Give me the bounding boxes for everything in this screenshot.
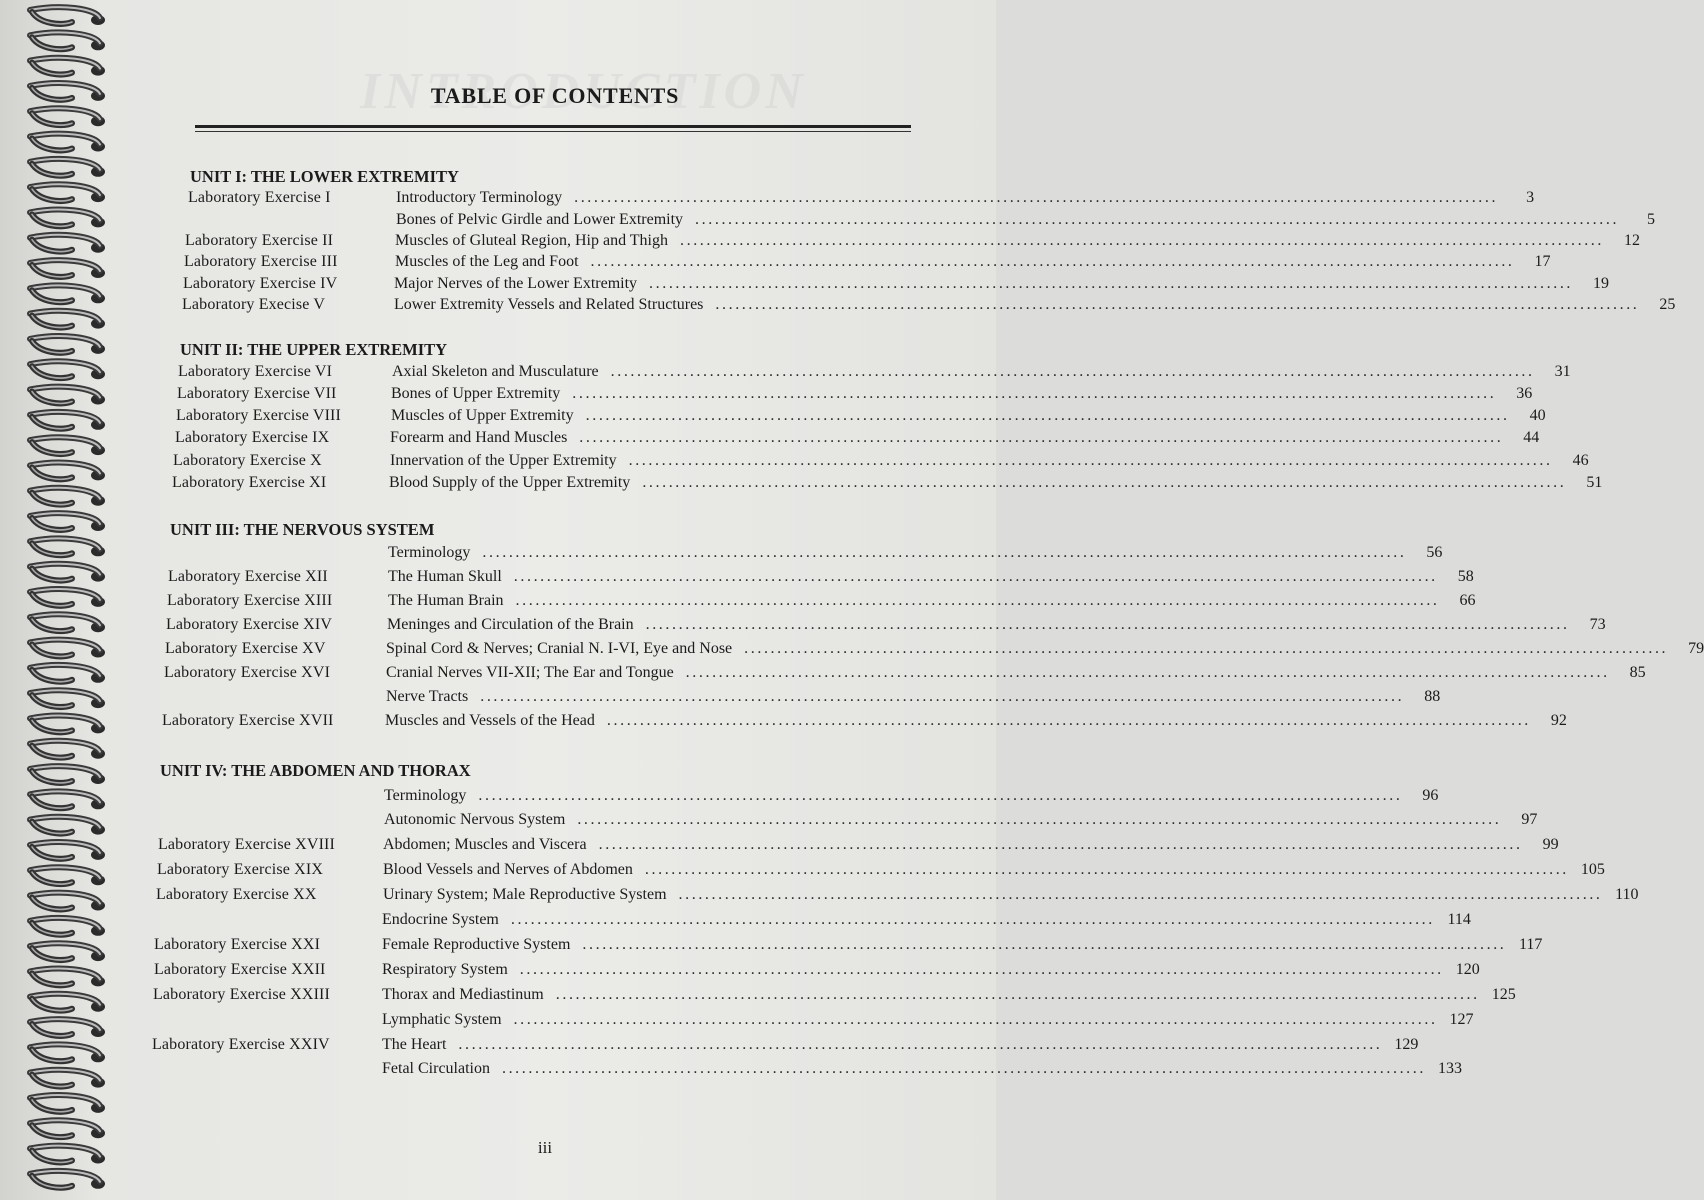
toc-entry (153, 984, 1516, 1006)
page-ref: 51 (1586, 474, 1603, 491)
exercise-label: Laboratory Exercise III (184, 253, 338, 270)
page-ref: 44 (1523, 429, 1540, 446)
exercise-label: Laboratory Exercise I (188, 189, 331, 206)
exercise-label: Laboratory Exercise XXIV (152, 1036, 330, 1053)
dot-leader: ............................................................................................................................................ (644, 861, 1569, 878)
page-ref: 66 (1459, 592, 1476, 609)
entry-title: Muscles of Gluteal Region, Hip and Thigh (395, 232, 668, 249)
toc-entry (163, 686, 1441, 708)
toc-entry (162, 710, 1567, 732)
toc-entry (167, 590, 1476, 612)
entry-title: Endocrine System (382, 911, 499, 928)
exercise-label: Laboratory Exercise II (185, 232, 334, 249)
entry-title: Urinary System; Male Reproductive System (383, 886, 667, 903)
dot-leader: ............................................................................................................................................ (695, 211, 1620, 228)
page-ref: 17 (1534, 253, 1551, 270)
entry-title: Spinal Cord & Nerves; Cranial N. I-VI, Eye and Nose (386, 640, 733, 657)
entry-title: Muscles of Upper Extremity (391, 407, 574, 424)
entry-title: The Heart (382, 1036, 447, 1053)
dot-leader: ............................................................................................................................................ (610, 363, 1535, 380)
exercise-label: Laboratory Exercise XXIII (153, 986, 330, 1003)
toc-entry (157, 859, 1605, 881)
page-title: TABLE OF CONTENTS (430, 83, 680, 108)
dot-leader: ............................................................................................................................................ (744, 640, 1669, 657)
exercise-label: Laboratory Exercise XI (172, 474, 327, 491)
dot-leader: ............................................................................................................................................ (510, 911, 1435, 928)
page-ref: 85 (1629, 664, 1646, 681)
entry-title: Muscles of the Leg and Foot (395, 253, 579, 270)
exercise-label: Laboratory Exercise XVIII (158, 836, 335, 853)
page-ref: 73 (1589, 616, 1606, 633)
toc-entry (153, 1009, 1474, 1031)
exercise-label: Laboratory Exercise XV (165, 640, 326, 657)
page-ref: 5 (1647, 211, 1656, 228)
dot-leader: ............................................................................................................................................ (513, 1011, 1438, 1028)
entry-title: Terminology (384, 787, 467, 804)
dot-leader: ............................................................................................................................................ (645, 616, 1570, 633)
dot-leader: ............................................................................................................................................ (606, 712, 1531, 729)
entry-title: Bones of Pelvic Girdle and Lower Extremity (396, 211, 684, 228)
entry-title: Meninges and Circulation of the Brain (387, 616, 634, 633)
dot-leader: ............................................................................................................................................ (642, 474, 1567, 491)
entry-title: Thorax and Mediastinum (382, 986, 544, 1003)
dot-leader: ............................................................................................................................................ (519, 961, 1444, 978)
page-ref: 133 (1437, 1060, 1462, 1077)
toc-entry (173, 450, 1589, 472)
toc-entry (154, 959, 1480, 981)
toc-entry (182, 294, 1676, 316)
entry-title: Lower Extremity Vessels and Related Structures (394, 296, 704, 313)
dot-leader: ............................................................................................................................................ (572, 385, 1497, 402)
toc-entry (160, 809, 1538, 831)
toc-entry (178, 361, 1571, 383)
dot-leader: ............................................................................................................................................ (555, 986, 1480, 1003)
entry-title: Bones of Upper Extremity (391, 385, 561, 402)
toc-entry (175, 427, 1540, 449)
entry-title: Axial Skeleton and Musculature (392, 363, 599, 380)
dot-leader: ............................................................................................................................................ (501, 1060, 1426, 1077)
entry-title: The Human Skull (388, 568, 502, 585)
exercise-label: Laboratory Exercise VII (177, 385, 337, 402)
exercise-label: Laboratory Exercise VI (178, 363, 333, 380)
dot-leader: ............................................................................................................................................ (574, 189, 1499, 206)
page-ref: 114 (1447, 911, 1471, 928)
dot-leader: ............................................................................................................................................ (598, 836, 1523, 853)
page-ref: 79 (1688, 640, 1704, 657)
exercise-label: Laboratory Exercise XIX (157, 861, 324, 878)
toc-entry (166, 614, 1606, 636)
entry-title: Terminology (388, 544, 471, 561)
page-ref: 3 (1526, 189, 1535, 206)
page-ref: 127 (1449, 1011, 1474, 1028)
dot-leader: ............................................................................................................................................ (582, 936, 1507, 953)
toc-entry (154, 934, 1543, 956)
toc-entry (160, 785, 1439, 807)
toc-entry (172, 472, 1603, 494)
dot-leader: ............................................................................................................................................ (513, 568, 1438, 585)
page-ref: 25 (1659, 296, 1676, 313)
toc-entry (168, 542, 1443, 564)
toc-entry (183, 273, 1610, 295)
exercise-label: Laboratory Exercise XIV (166, 616, 333, 633)
dot-leader: ............................................................................................................................................ (585, 407, 1510, 424)
unit-heading: UNIT IV: THE ABDOMEN AND THORAX (160, 761, 471, 780)
exercise-label: Laboratory Exercise IV (183, 275, 338, 292)
entry-title: Autonomic Nervous System (384, 811, 566, 828)
entry-title: Forearm and Hand Muscles (390, 429, 568, 446)
exercise-label: Laboratory Exercise XVI (164, 664, 331, 681)
entry-title: Major Nerves of the Lower Extremity (394, 275, 638, 292)
exercise-label: Laboratory Exercise XII (168, 568, 328, 585)
toc-entry (155, 909, 1471, 931)
page-ref: 19 (1593, 275, 1610, 292)
toc-entry (185, 230, 1640, 252)
toc-entry (152, 1058, 1462, 1080)
dot-leader: ............................................................................................................................................ (478, 787, 1403, 804)
entry-title: Cranial Nerves VII-XII; The Ear and Tongue (386, 664, 674, 681)
toc-entry (164, 662, 1646, 684)
page-ref: 120 (1455, 961, 1480, 978)
page-ref: 96 (1422, 787, 1439, 804)
page-ref: 99 (1542, 836, 1559, 853)
dot-leader: ............................................................................................................................................ (678, 886, 1603, 903)
exercise-label: Laboratory Exercise IX (175, 429, 330, 446)
unit-heading: UNIT I: THE LOWER EXTREMITY (190, 167, 459, 186)
title-rule-thick (195, 125, 911, 128)
toc-entry (152, 1034, 1419, 1056)
page-ref: 125 (1491, 986, 1516, 1003)
page-ref: 88 (1424, 688, 1441, 705)
unit-heading: UNIT III: THE NERVOUS SYSTEM (170, 520, 435, 539)
dot-leader: ............................................................................................................................................ (685, 664, 1610, 681)
exercise-label: Laboratory Exercise XIII (167, 592, 333, 609)
page-ref: 31 (1554, 363, 1571, 380)
page-ref: 110 (1615, 886, 1639, 903)
dot-leader: ............................................................................................................................................ (458, 1036, 1383, 1053)
entry-title: The Human Brain (388, 592, 504, 609)
entry-title: Innervation of the Upper Extremity (390, 452, 617, 469)
dot-leader: ............................................................................................................................................ (577, 811, 1502, 828)
exercise-label: Laboratory Execise V (182, 296, 326, 313)
exercise-label: Laboratory Exercise VIII (176, 407, 342, 424)
exercise-label: Laboratory Exercise X (173, 452, 322, 469)
toc-entry (165, 638, 1704, 660)
page-ref: 97 (1521, 811, 1538, 828)
page-ref: 46 (1572, 452, 1589, 469)
dot-leader: ............................................................................................................................................ (480, 688, 1405, 705)
page-ref: 36 (1516, 385, 1533, 402)
toc-entry (177, 383, 1533, 405)
toc-entry (158, 834, 1559, 856)
entry-title: Muscles and Vessels of the Head (385, 712, 595, 729)
entry-title: Introductory Terminology (396, 189, 563, 206)
toc-entry (188, 209, 1656, 231)
dot-leader: ............................................................................................................................................ (649, 275, 1574, 292)
dot-leader: ............................................................................................................................................ (590, 253, 1515, 270)
page-ref: 58 (1457, 568, 1474, 585)
entry-title: Blood Supply of the Upper Extremity (389, 474, 631, 491)
dot-leader: ............................................................................................................................................ (515, 592, 1440, 609)
page-ref: 12 (1624, 232, 1640, 249)
toc-entry (156, 884, 1639, 906)
spiral-binding (0, 0, 120, 1200)
page-ref: 92 (1550, 712, 1567, 729)
dot-leader: ............................................................................................................................................ (579, 429, 1504, 446)
entry-title: Fetal Circulation (382, 1060, 490, 1077)
entry-title: Blood Vessels and Nerves of Abdomen (383, 861, 633, 878)
entry-title: Abdomen; Muscles and Viscera (383, 836, 587, 853)
toc-entry (188, 187, 1535, 209)
dot-leader: ............................................................................................................................................ (482, 544, 1407, 561)
dot-leader: ............................................................................................................................................ (680, 232, 1604, 249)
toc-entry (184, 251, 1551, 273)
exercise-label: Laboratory Exercise XVII (162, 712, 334, 729)
page-ref: 117 (1519, 936, 1543, 953)
exercise-label: Laboratory Exercise XX (156, 886, 317, 903)
page-ref: 40 (1529, 407, 1546, 424)
exercise-label: Laboratory Exercise XXI (154, 936, 321, 953)
toc-entry (176, 405, 1546, 427)
dot-leader: ............................................................................................................................................ (715, 296, 1640, 313)
title-rule-thin (195, 131, 911, 132)
entry-title: Nerve Tracts (386, 688, 469, 705)
page-number: iii (537, 1138, 553, 1157)
dot-leader: ............................................................................................................................................ (628, 452, 1553, 469)
exercise-label: Laboratory Exercise XXII (154, 961, 326, 978)
entry-title: Respiratory System (382, 961, 508, 978)
entry-title: Female Reproductive System (382, 936, 571, 953)
toc-entry (168, 566, 1474, 588)
page-ref: 56 (1426, 544, 1443, 561)
unit-heading: UNIT II: THE UPPER EXTREMITY (180, 340, 448, 359)
entry-title: Lymphatic System (382, 1011, 502, 1028)
page-ref: 105 (1580, 861, 1605, 878)
page-ref: 129 (1394, 1036, 1419, 1053)
